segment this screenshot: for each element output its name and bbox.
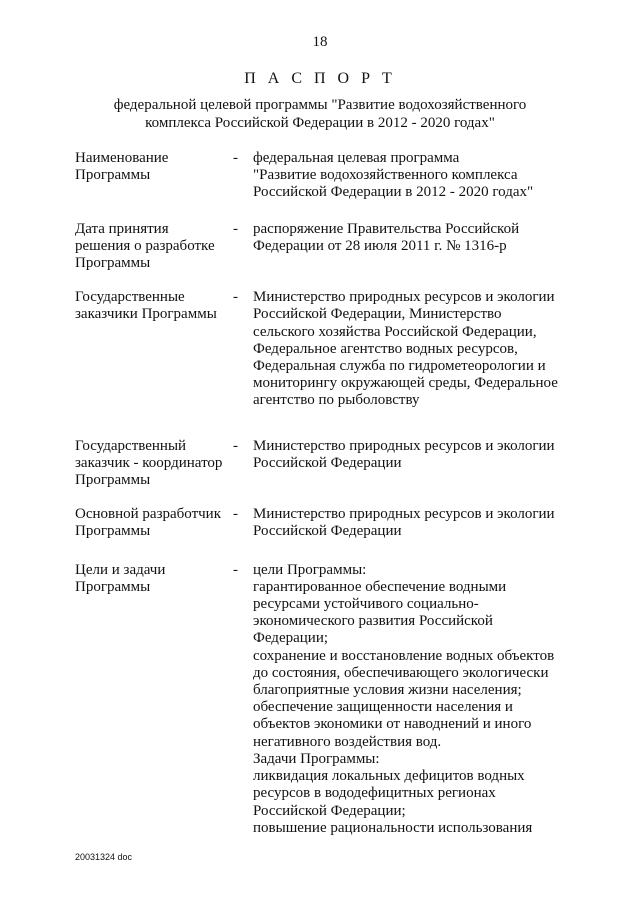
value-line: Министерство природных ресурсов и экологии [253, 506, 555, 523]
value-line: мониторингу окружающей среды, Федеральное [253, 375, 558, 392]
value-line: цели Программы: [253, 561, 367, 578]
label-line: Программы [75, 523, 151, 540]
row-value [253, 150, 575, 202]
row-dash: - [233, 437, 238, 454]
label-line: Программы [75, 255, 151, 272]
value-line: федеральная целевая программа [253, 150, 460, 166]
passport-row [75, 562, 575, 837]
row-dash: - [233, 150, 238, 166]
row-dash: - [233, 220, 238, 237]
value-line: обеспечение защищенности населения и [253, 699, 513, 716]
passport-row [75, 150, 575, 202]
value-line: Российской Федерации, Министерство [253, 306, 502, 323]
row-dash: - [233, 506, 238, 523]
value-line: объектов экономики от наводнений и иного [253, 716, 532, 733]
row-dash: - [233, 561, 238, 578]
label-line: решения о разработке [75, 237, 215, 254]
row-label [75, 221, 233, 273]
value-line: экономического развития Российской [253, 613, 493, 630]
label-line: Основной разработчик [75, 506, 221, 523]
document-subtitle [90, 96, 550, 132]
value-line: Федеральное агентство водных ресурсов, [253, 340, 518, 357]
value-line: Российской Федерации [253, 523, 402, 540]
label-line: Программы [75, 472, 151, 489]
value-line: негативного воздействия вод. [253, 733, 442, 750]
value-line: Российской Федерации; [253, 802, 406, 819]
value-line: ликвидация локальных дефицитов водных [253, 768, 525, 785]
passport-row [75, 289, 575, 409]
document-title: П А С П О Р Т [244, 70, 396, 87]
value-line: благоприятные условия жизни населения; [253, 682, 522, 699]
row-label [75, 506, 233, 540]
value-line: сохранение и восстановление водных объектов [253, 647, 555, 664]
value-line: ресурсами устойчивого социально- [253, 596, 479, 613]
row-value [253, 438, 575, 490]
row-label [75, 150, 233, 202]
value-line: Российской Федерации [253, 454, 402, 471]
value-line: "Развитие водохозяйственного комплекса [253, 167, 518, 184]
file-reference: 20031324 doc [75, 852, 133, 862]
value-line: сельского хозяйства Российской Федерации, [253, 323, 537, 340]
value-line: гарантированное обеспечение водными [253, 578, 507, 595]
row-value [253, 506, 575, 540]
passport-row [75, 221, 575, 273]
passport-table [75, 150, 575, 837]
value-line: Задачи Программы: [253, 750, 380, 767]
subtitle-line: комплекса Российской Федерации в 2012 - 2020 годах" [145, 115, 495, 131]
label-line: Дата принятия [75, 220, 169, 237]
passport-row [75, 506, 575, 540]
row-label [75, 562, 233, 837]
value-line: агентство по рыболовству [253, 392, 420, 409]
label-line: Программы [75, 167, 151, 184]
label-line: Государственный [75, 437, 187, 454]
value-line: до состояния, обеспечивающего экологически [253, 664, 549, 681]
row-dash: - [233, 289, 238, 306]
value-line: Федерации; [253, 630, 329, 647]
label-line: Цели и задачи [75, 561, 166, 578]
row-label [75, 289, 233, 409]
row-value [253, 289, 575, 409]
subtitle-line: федеральной целевой программы "Развитие водохозяйственного [113, 97, 527, 113]
value-line: ресурсов в вододефицитных регионах [253, 785, 496, 802]
row-value [253, 562, 575, 837]
page-number: 18 [312, 34, 328, 50]
label-line: Государственные [75, 289, 185, 306]
value-line: Министерство природных ресурсов и экологии [253, 437, 555, 454]
value-line: распоряжение Правительства Российской [253, 220, 520, 237]
value-line: повышение рациональности использования [253, 819, 533, 836]
value-line: Федерации от 28 июля 2011 г. № 1316-р [253, 237, 507, 254]
label-line: Программы [75, 578, 151, 595]
label-line: Наименование [75, 150, 169, 166]
row-value [253, 221, 575, 273]
label-line: заказчик - координатор [75, 454, 223, 471]
value-line: Министерство природных ресурсов и экологии [253, 289, 555, 306]
value-line: Российской Федерации в 2012 - 2020 годах" [253, 184, 534, 201]
passport-row [75, 438, 575, 490]
row-label [75, 438, 233, 490]
label-line: заказчики Программы [75, 306, 217, 323]
value-line: Федеральная служба по гидрометеорологии и [253, 358, 546, 375]
